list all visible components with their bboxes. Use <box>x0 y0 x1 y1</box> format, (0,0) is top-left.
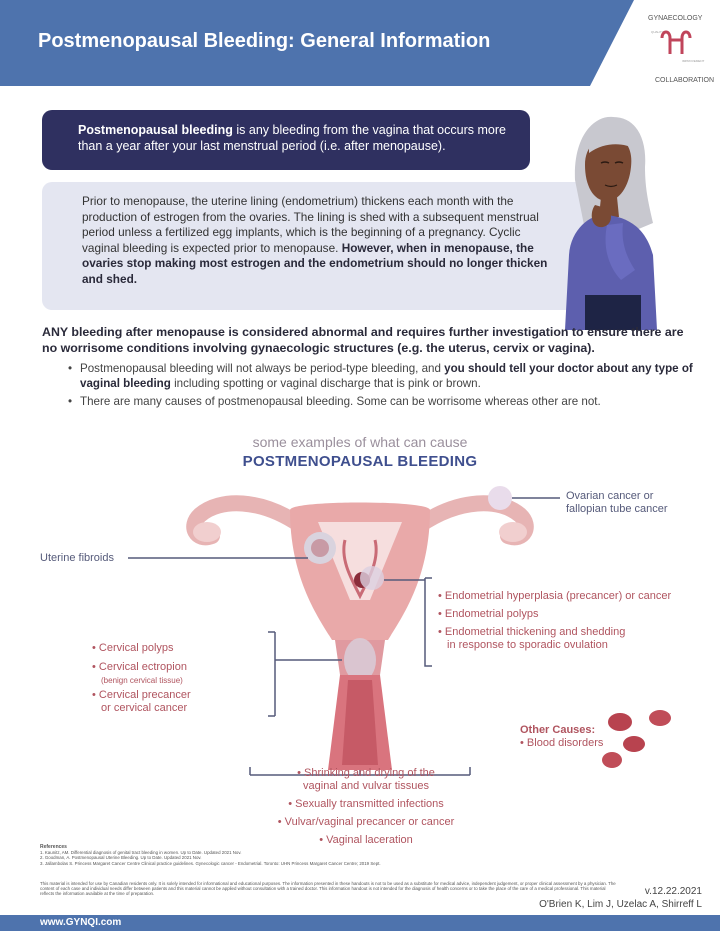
cervical-bracket <box>268 632 342 716</box>
reference-2: 2. Goodman, A. Postmenopausal Uterine Bleeding. Up to Date. Updated 2021 Nov. <box>40 855 202 861</box>
version-block <box>539 885 702 911</box>
gynaecology-collaboration-logo <box>618 0 720 94</box>
endo-thickening: • Endometrial thickening and shedding <box>438 626 671 639</box>
ovarian-label <box>566 490 668 516</box>
blood-cell-icon <box>608 713 632 731</box>
endometrial-highlight <box>360 566 384 590</box>
vag-laceration: • Vaginal laceration <box>276 834 456 847</box>
menopause-info-box <box>42 182 594 310</box>
right-ovary <box>499 522 527 542</box>
page-title: Postmenopausal Bleeding: General Information <box>38 30 491 52</box>
vag-shrinking: • Shrinking and drying of the <box>276 767 456 780</box>
ovarian-line2: fallopian tube cancer <box>566 503 668 515</box>
ovarian-line1: Ovarian cancer or <box>566 490 654 502</box>
bullet1-pre: Postmenopausal bleeding will not always be period-type bleeding, and <box>80 362 445 375</box>
logo-text-right: IMPROVEMENT <box>682 59 705 63</box>
woman-illustration <box>545 105 665 330</box>
list-item <box>70 361 700 391</box>
bullet2-text: There are many causes of postmenopausal bleeding. Some can be worrisome whereas other are not. <box>80 395 601 408</box>
logo-text-left: QUALITY <box>651 30 664 34</box>
abnormal-statement: ANY bleeding after menopause is considered abnormal and requires further investigation to ensure there are no worrisome conditions involving gynaecologic structures (e.g. the uterus, cervix or vagina). <box>42 325 684 355</box>
blood-disorders: • Blood disorders <box>520 737 603 750</box>
blood-cell-icon <box>623 736 645 752</box>
left-ovary <box>193 522 221 542</box>
website-link[interactable]: www.GYNQI.com <box>40 917 122 928</box>
other-causes <box>520 724 603 750</box>
cervical-labels <box>92 642 191 715</box>
vag-precancer: • Vulvar/vaginal precancer or cancer <box>276 816 456 829</box>
other-causes-heading: Other Causes: <box>520 724 596 736</box>
reference-1: 1. Kaunitz, AM. Differential diagnosis of genital tract bleeding in women. Up to Date. Updated 2021 Nov. <box>40 850 242 856</box>
examples-subtitle: some examples of what can cause <box>252 434 468 450</box>
info-text: Prior to menopause, the uterine lining (endometrium) thickens each month with the production of estrogen from the ovaries. The lining is shed with a subsequent menstrual period unless a fertilized egg implants, which is the beginning of a pregnancy. Cyclic vaginal bleeding is expected prior to menopause. <box>82 194 539 255</box>
references <box>40 844 620 866</box>
list-item <box>70 394 700 409</box>
ovarian-highlight <box>488 486 512 510</box>
endo-hyperplasia: • Endometrial hyperplasia (precancer) or cancer <box>438 590 671 603</box>
vaginal-canal <box>342 680 378 765</box>
header <box>0 0 720 90</box>
blood-cell-icon <box>602 752 622 768</box>
intro-term: Postmenopausal bleeding <box>78 123 233 137</box>
blood-cell-icon <box>649 710 671 726</box>
uterine-fibroid <box>311 539 329 557</box>
info-emphasis: However, when in menopause, the ovaries stop making most estrogen and the endometrium should no longer thicken and shed. <box>82 240 548 286</box>
endometrial-labels <box>438 590 671 652</box>
cervical-precancer-2: or cervical cancer <box>101 702 188 714</box>
reference-3: 3. Jallambolas S. Princess Margaret Cancer Centre Clinical practice guidelines. Gynecologic cancer - Endometrial. Toronto: UHN Princess Margaret Cancer Centre; 2019 Sept. <box>40 860 381 866</box>
cervical-ectropion-note: (benign cervical tissue) <box>101 676 183 685</box>
intro-definition-box <box>42 110 530 170</box>
cervical-ectropion: • Cervical ectropion <box>92 661 191 674</box>
abnormal-bullets <box>70 361 700 412</box>
version: v.12.22.2021 <box>644 886 702 897</box>
endo-polyps: • Endometrial polyps <box>438 608 671 621</box>
examples-title: POSTMENOPAUSAL BLEEDING <box>242 453 478 470</box>
logo-text-bottom: COLLABORATION <box>655 77 714 84</box>
bullet1-post: including spotting or vaginal discharge that is pink or brown. <box>170 377 481 390</box>
vag-shrinking-2: vaginal and vulvar tissues <box>303 780 429 792</box>
authors: O'Brien K, Lim J, Uzelac A, Shirreff L <box>539 899 702 910</box>
cervical-polyps: • Cervical polyps <box>92 642 191 655</box>
disclaimer: This material is intended for use by Canadian residents only. It is solely intended for informational and educational purposes. The information presented in these handouts is not to be used as a substitute for medical advice, independent judgement, or proper clinical assessment by a physician. The content of each case and individual needs differ between patients and this material cannot be applied without consultation with a trained doctor. This information handout is not intended for the diagnosis of health concerns or to take the place of the care of a medical professional. This material reflects the information available at the time of preparation. <box>40 881 616 897</box>
vaginal-labels <box>276 767 456 847</box>
intro-text: is any bleeding from the vagina that occurs more than a year after your last menstrual period (i.e. after menopause). <box>78 123 506 153</box>
footer-bar <box>0 915 720 931</box>
endo-thickening-2: in response to sporadic ovulation <box>447 639 608 651</box>
bullet1-bold: you should tell your doctor about any type of vaginal bleeding <box>80 362 693 390</box>
cervical-precancer: • Cervical precancer <box>92 689 191 702</box>
vag-sti: • Sexually transmitted infections <box>276 798 456 811</box>
references-heading: References <box>40 844 67 850</box>
fibroids-label: Uterine fibroids <box>40 552 114 564</box>
logo-text-top: GYNAECOLOGY <box>648 15 703 22</box>
